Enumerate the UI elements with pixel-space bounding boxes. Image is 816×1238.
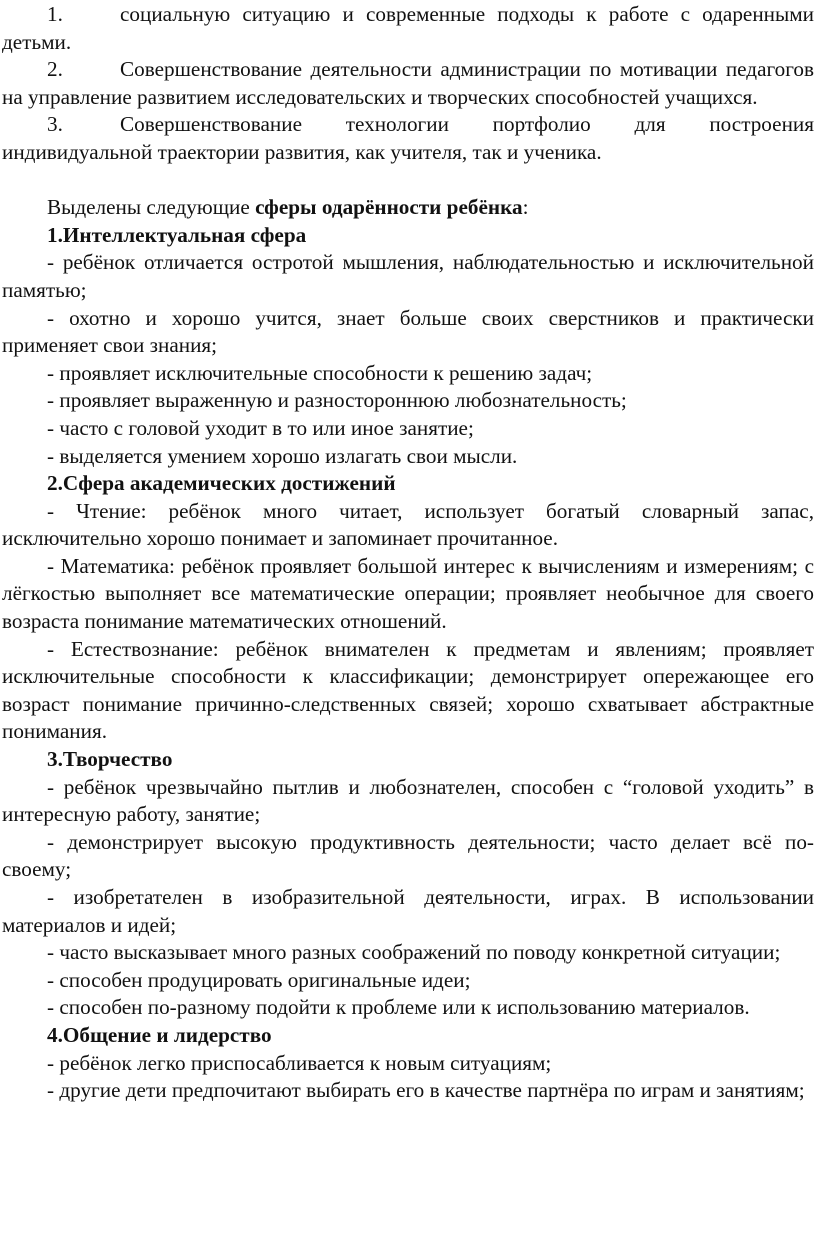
list-item: - проявляет исключительные способности к решению задач; [47, 360, 593, 385]
item-text: Совершенствование технологии портфолио для построения индивидуальной траектории развития, как учителя, так и ученика. [2, 112, 814, 164]
list-item: - демонстрирует высокую продуктивность деятельности; часто делает всё по-своему; [2, 829, 814, 882]
item-number: 2. [47, 57, 63, 82]
list-item: - Естествознание: ребёнок внимателен к предметам и явлениям; проявляет исключительные способности к классификации; демонстрирует опережающее его возраст понимание причинно-следственных связей; хорошо схватывает абстрактные понимания. [2, 636, 814, 744]
item-text: Совершенствование деятельности администрации по мотивации педагогов на управление развитием исследовательских и творческих способностей учащихся. [2, 57, 814, 109]
intro-paragraph [2, 194, 814, 222]
item-number: 3. [47, 112, 63, 137]
intro-text: Выделены следующие [47, 195, 256, 220]
list-item: - выделяется умением хорошо излагать свои мысли. [47, 443, 518, 468]
list-item: - изобретателен в изобразительной деятельности, играх. В использовании материалов и идей; [2, 885, 814, 937]
item-number: 1. [47, 2, 63, 26]
list-item: - проявляет выраженную и разностороннюю любознательность; [47, 388, 627, 413]
section-heading-leadership: 4.Общение и лидерство [47, 1022, 272, 1047]
section-heading-academic: 2.Сфера академических достижений [47, 471, 396, 496]
list-item: - часто с головой уходит в то или иное занятие; [47, 415, 474, 440]
numbered-item-2 [2, 56, 814, 111]
list-item: - ребёнок отличается остротой мышления, наблюдательностью и исключительной памятью; [2, 250, 814, 302]
list-item: - способен по-разному подойти к проблеме или к использованию материалов. [47, 995, 750, 1020]
list-item: - Чтение: ребёнок много читает, использует богатый словарный запас, исключительно хорошо понимает и запоминает прочитанное. [2, 498, 814, 551]
list-item: - часто высказывает много разных соображений по поводу конкретной ситуации; [47, 940, 781, 965]
section-heading-intellectual: 1.Интеллектуальная сфера [47, 222, 307, 247]
list-item: - другие дети предпочитают выбирать его в качестве партнёра по играм и занятиям; [47, 1078, 805, 1103]
list-item: - Математика: ребёнок проявляет большой интерес к вычислениям и измерениям; с лёгкостью выполняет все математические операции; проявляет необычное для своего возраста понимание математических отношений. [2, 553, 814, 634]
list-item: - охотно и хорошо учится, знает больше своих сверстников и практически применяет свои знания; [2, 305, 814, 358]
list-item: - ребёнок легко приспосабливается к новым ситуациям; [47, 1050, 552, 1075]
item-text: социальную ситуацию и современные подходы к работе с одаренными детьми. [2, 2, 814, 54]
paragraph-gap [2, 167, 814, 195]
list-item: - способен продуцировать оригинальные идеи; [47, 967, 471, 992]
intro-colon: : [522, 195, 529, 220]
section-heading-creativity: 3.Творчество [47, 747, 173, 772]
numbered-item-1 [2, 1, 814, 56]
list-item: - ребёнок чрезвычайно пытлив и любознателен, способен с “головой уходить” в интересную работу, занятие; [2, 774, 814, 827]
numbered-item-3 [2, 111, 814, 166]
intro-emphasis: сферы одарённости ребёнка [255, 195, 523, 220]
